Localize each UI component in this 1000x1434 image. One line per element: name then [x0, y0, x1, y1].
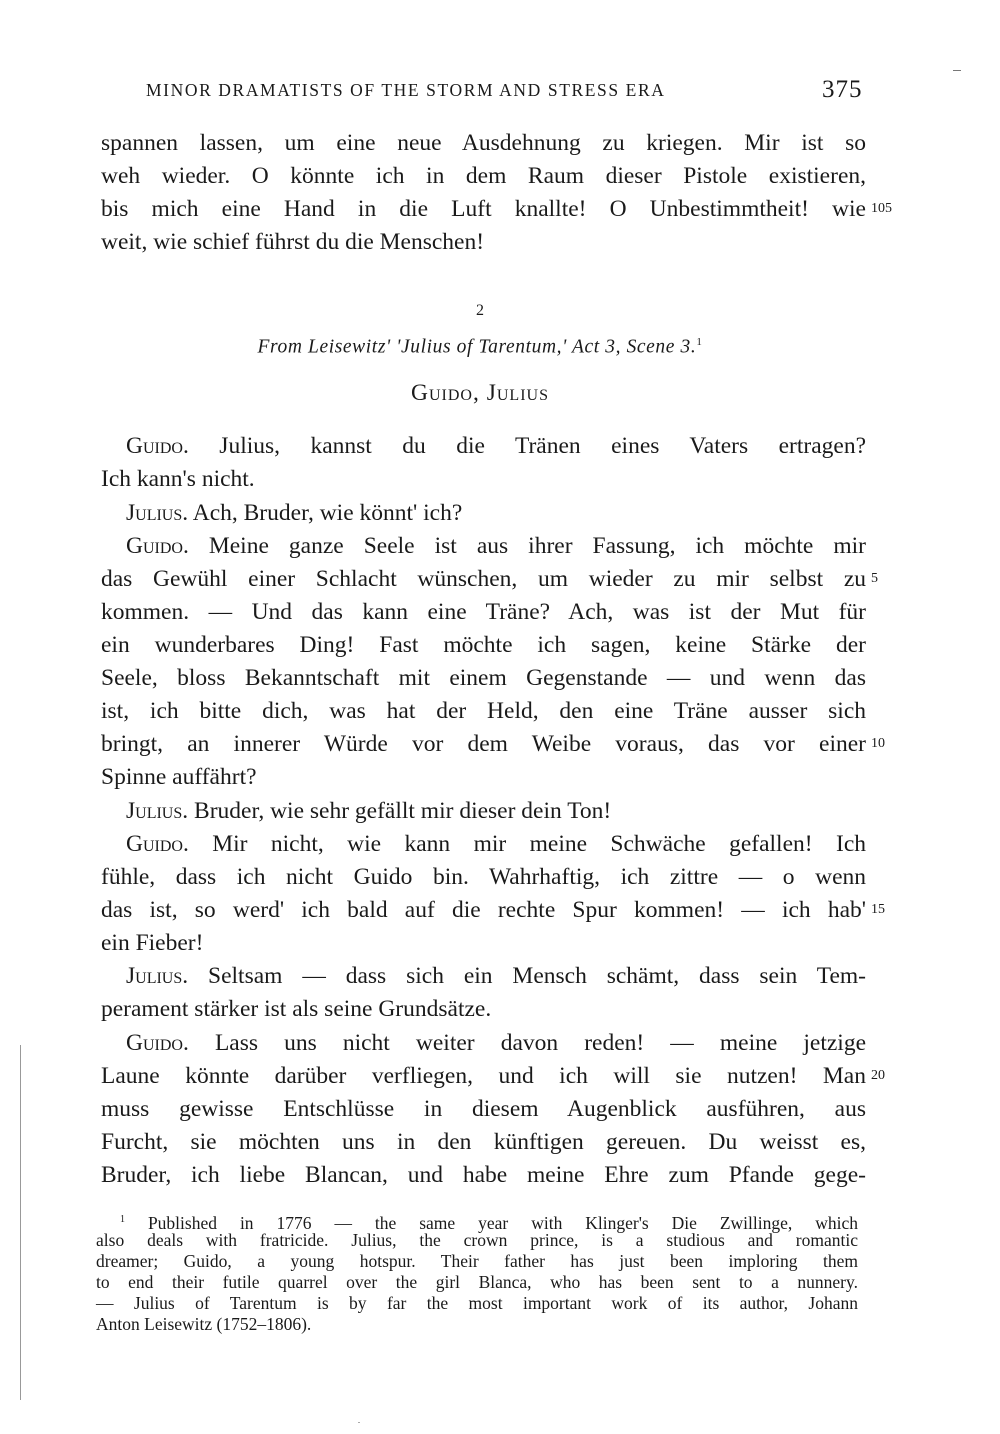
- dialogue-line: Furcht, sie möchten uns in den künftigen gereuen. Du weisst es,: [101, 1129, 866, 1155]
- scan-speck: [358, 1422, 360, 1423]
- speaker-guido: Guido.: [126, 831, 189, 857]
- speech-text: Meine ganze Seele ist aus ihrer Fassung, ich möchte mir: [208, 533, 866, 559]
- dialogue-line: [126, 795, 866, 828]
- dialogue-line: [126, 960, 866, 993]
- speech-text: Seltsam — dass sich ein Mensch schämt, dass sein Tem-: [208, 963, 866, 989]
- page-number: 375: [822, 76, 863, 103]
- footnote-line: Anton Leisewitz (1752–1806).: [96, 1314, 312, 1334]
- speech-text: Mir nicht, wie kann mir meine Schwäche gefallen! Ich: [212, 831, 867, 857]
- dialogue-line: Ich kann's nicht.: [101, 466, 255, 492]
- speech-text: Lass uns nicht weiter davon reden! — meine jetzige: [214, 1030, 867, 1056]
- dialogue-line: ein Fieber!: [101, 930, 204, 956]
- dialogue-line: Bruder, ich liebe Blancan, und habe meine Ehre zum Pfande gege-: [101, 1162, 866, 1188]
- speaker-guido: Guido.: [126, 533, 189, 559]
- dialogue-line: das ist, so werd' ich bald auf die rechte Spur kommen! — ich hab': [101, 897, 866, 923]
- footnote-text: Published in 1776 — the same year with Klinger's Die Zwillinge, which: [147, 1212, 858, 1233]
- footnote-line: also deals with fratricide. Julius, the crown prince, is a studious and romantic: [96, 1230, 858, 1250]
- footnote-line: dreamer; Guido, a young hotspur. Their father has just been imploring them: [96, 1251, 858, 1271]
- speaker-julius: Julius.: [126, 963, 189, 989]
- line-number: 5: [871, 571, 878, 586]
- line-number: 10: [871, 736, 885, 751]
- dialogue-line: fühle, dass ich nicht Guido bin. Wahrhaftig, ich zittre — o wenn: [101, 864, 866, 890]
- speaker-julius: Julius.: [126, 500, 189, 526]
- dialogue-line: kommen. — Und das kann eine Träne? Ach, was ist der Mut für: [101, 599, 866, 625]
- dialogue-line: bringt, an innerer Würde vor dem Weibe voraus, das vor einer: [101, 731, 866, 757]
- source-title-text: From Leisewitz' 'Julius of Tarentum,' Act 3, Scene 3.: [257, 336, 697, 358]
- running-head: [0, 76, 1000, 108]
- dialogue-line: [126, 530, 866, 563]
- dialogue-line: muss gewisse Entschlüsse in diesem Augenblick ausführen, aus: [101, 1096, 866, 1122]
- cast-list: Guido, Julius: [411, 380, 549, 406]
- scan-margin-line: [20, 1045, 21, 1400]
- text-line: spannen lassen, um eine neue Ausdehnung zu kriegen. Mir ist so: [101, 130, 866, 156]
- dialogue-line: [126, 1027, 866, 1060]
- dialogue-line: [126, 828, 866, 861]
- source-title: [0, 336, 960, 359]
- running-title: MINOR DRAMATISTS OF THE STORM AND STRESS ERA: [146, 80, 666, 100]
- speaker-guido: Guido.: [126, 433, 189, 459]
- dialogue-line: Laune könnte darüber verfliegen, und ich will sie nutzen! Man: [101, 1063, 866, 1089]
- dialogue-line: [126, 430, 866, 463]
- text-line: weh wieder. O könnte ich in dem Raum dieser Pistole existieren,: [101, 163, 866, 189]
- line-number: 20: [871, 1068, 885, 1083]
- dialogue-line: Spinne auffährt?: [101, 764, 257, 790]
- dialogue-line: [126, 497, 866, 530]
- text-line: bis mich eine Hand in die Luft knallte! O Unbestimmtheit! wie: [101, 196, 866, 222]
- footnote-mark: 1: [120, 1214, 125, 1225]
- line-number: 15: [871, 902, 885, 917]
- speaker-guido: Guido.: [126, 1030, 189, 1056]
- text-line: weit, wie schief führst du die Menschen!: [101, 229, 485, 255]
- dialogue-line: ist, ich bitte dich, was hat der Held, den eine Träne ausser sich: [101, 698, 866, 724]
- speech-text: Julius, kannst du die Tränen eines Vaters ertragen?: [219, 433, 866, 459]
- footnote-line: — Julius of Tarentum is by far the most important work of its author, Johann: [96, 1293, 858, 1313]
- speech-text: Bruder, wie sehr gefällt mir dieser dein Ton!: [194, 798, 612, 824]
- dialogue-line: Seele, bloss Bekanntschaft mit einem Gegenstande — und wenn das: [101, 665, 866, 691]
- dialogue-line: das Gewühl einer Schlacht wünschen, um wieder zu mir selbst zu: [101, 566, 866, 592]
- edge-mark: [953, 70, 961, 71]
- section-number: 2: [476, 302, 484, 319]
- footnote-line: to end their futile quarrel over the girl Blanca, who has been sent to a nunnery.: [96, 1272, 858, 1292]
- dialogue-line: perament stärker ist als seine Grundsätze.: [101, 996, 492, 1022]
- footnote-reference: 1: [696, 336, 703, 348]
- line-number: 105: [871, 201, 892, 216]
- speech-text: Ach, Bruder, wie könnt' ich?: [192, 500, 463, 526]
- speaker-julius: Julius.: [126, 798, 189, 824]
- dialogue-line: ein wunderbares Ding! Fast möchte ich sagen, keine Stärke der: [101, 632, 866, 658]
- footnote-line: [120, 1209, 858, 1233]
